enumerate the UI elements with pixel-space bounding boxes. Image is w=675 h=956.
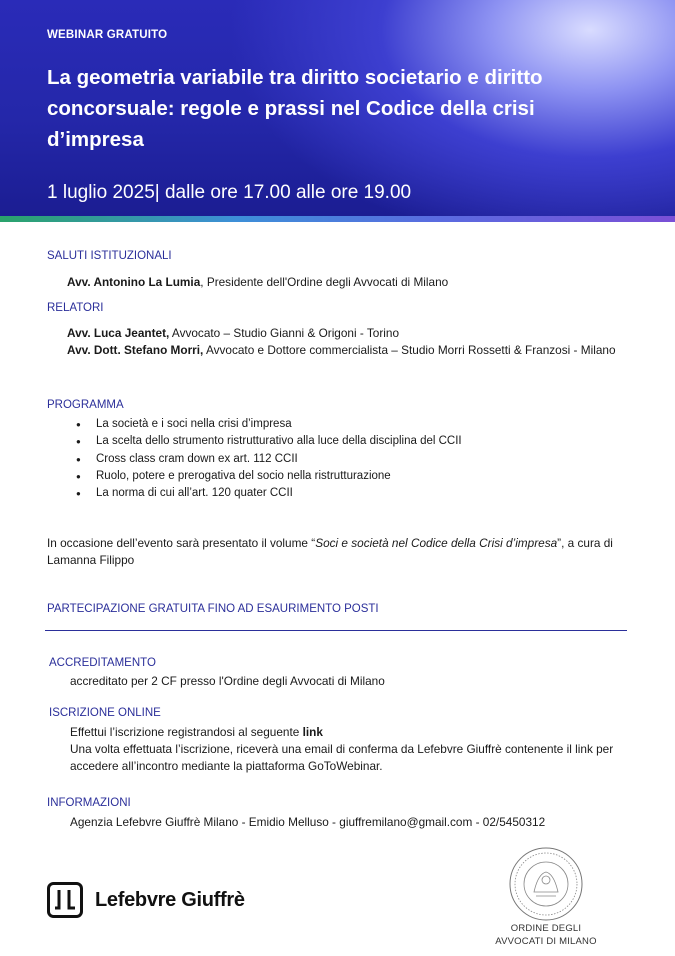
iscrizione-line bbox=[70, 724, 660, 741]
iscrizione-line1: Effettui l’iscrizione registrandosi al seguente bbox=[70, 725, 303, 739]
relatore-name: Avv. Luca Jeantet, bbox=[67, 326, 170, 340]
iscrizione-line2: Una volta effettuata l’iscrizione, riceverà una email di conferma da Lefebvre Giuffrè contenente il link per accedere all’incontro mediante la piattaforma GoToWebinar. bbox=[70, 742, 614, 773]
iscrizione-heading: ISCRIZIONE ONLINE bbox=[49, 707, 161, 719]
volume-text-before: In occasione dell’evento sarà presentato il volume “ bbox=[47, 536, 316, 550]
list-item: ● Ruolo, potere e prerogativa del socio nella ristrutturazione bbox=[76, 468, 462, 485]
informazioni-heading: INFORMAZIONI bbox=[47, 797, 131, 809]
ordine-caption bbox=[480, 922, 612, 948]
informazioni-text: Agenzia Lefebvre Giuffrè Milano - Emidio Melluso - giuffremilano@gmail.com - 02/5450312 bbox=[70, 815, 546, 829]
list-item: ● La scelta dello strumento ristrutturativo alla luce della disciplina del CCII bbox=[76, 433, 462, 450]
relatore-role: Avvocato e Dottore commercialista – Studio Morri Rossetti & Franzosi - Milano bbox=[203, 343, 616, 357]
saluti-name: Avv. Antonino La Lumia bbox=[67, 275, 201, 289]
lefebvre-giuffre-logo bbox=[47, 882, 245, 918]
saluti-text bbox=[67, 274, 448, 291]
header-banner bbox=[0, 0, 675, 216]
webinar-kicker: WEBINAR GRATUITO bbox=[47, 29, 168, 41]
relatore-item bbox=[67, 342, 627, 359]
ordine-seal-icon bbox=[508, 846, 584, 922]
relatori-list bbox=[67, 325, 627, 359]
divider bbox=[45, 630, 627, 631]
color-stripe bbox=[0, 216, 675, 222]
ordine-line2: AVVOCATI DI MILANO bbox=[495, 936, 597, 947]
volume-paragraph bbox=[47, 535, 647, 569]
programma-list bbox=[76, 416, 462, 502]
saluti-role: , Presidente dell'Ordine degli Avvocati di Milano bbox=[200, 275, 449, 289]
relatore-name: Avv. Dott. Stefano Morri, bbox=[67, 343, 204, 357]
programma-heading: PROGRAMMA bbox=[47, 399, 124, 411]
relatore-role: Avvocato – Studio Gianni & Origoni - Torino bbox=[169, 326, 400, 340]
registration-link[interactable]: link bbox=[302, 725, 323, 739]
page-title: La geometria variabile tra diritto societario e diritto concorsuale: regole e prassi nel Codice della crisi d’impresa bbox=[47, 66, 543, 151]
event-date: 1 luglio 2025| dalle ore 17.00 alle ore 19.00 bbox=[47, 182, 412, 203]
accreditamento-text: accreditato per 2 CF presso l'Ordine degli Avvocati di Milano bbox=[70, 674, 385, 688]
relatori-heading: RELATORI bbox=[47, 302, 104, 314]
brand-name: Lefebvre Giuffrè bbox=[95, 888, 245, 911]
iscrizione-text bbox=[70, 724, 660, 775]
list-item: ● La società e i soci nella crisi d’impresa bbox=[76, 416, 462, 433]
relatore-item bbox=[67, 325, 627, 342]
volume-text-after: ”, a cura di Lamanna Filippo bbox=[47, 536, 613, 567]
list-item: ● Cross class cram down ex art. 112 CCII bbox=[76, 451, 462, 468]
saluti-heading: SALUTI ISTITUZIONALI bbox=[47, 250, 172, 262]
list-item: ● La norma di cui all’art. 120 quater CCII bbox=[76, 485, 462, 502]
volume-title: Soci e società nel Codice della Crisi d’impresa bbox=[315, 536, 558, 550]
brand-mark-icon bbox=[47, 882, 83, 918]
ordine-line1: ORDINE DEGLI bbox=[510, 923, 582, 934]
partecipazione-heading: PARTECIPAZIONE GRATUITA FINO AD ESAURIMENTO POSTI bbox=[47, 603, 379, 615]
accreditamento-heading: ACCREDITAMENTO bbox=[49, 657, 156, 669]
